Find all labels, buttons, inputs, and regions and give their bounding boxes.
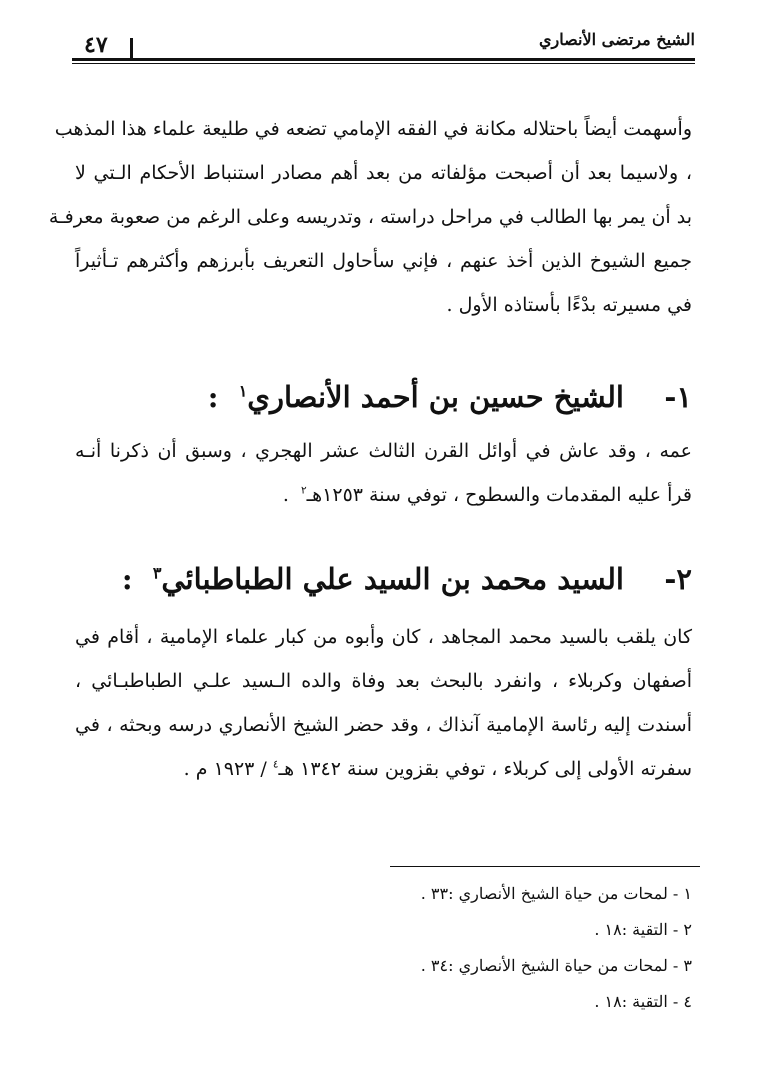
section-1-number: ١- <box>664 380 692 414</box>
section-2-line <box>75 758 692 780</box>
footnote-3: ٣ - لمحات من حياة الشيخ الأنصاري :٣٤ . <box>420 956 692 975</box>
section-1-line <box>75 484 692 506</box>
header-tick-mark <box>130 38 133 58</box>
header-rule-thin <box>72 63 695 64</box>
header-rule-thick <box>72 58 695 61</box>
intro-line: بد أن يمر بها الطالب في مراحل دراسته ، وتدريسه وعلى الرغم من صعوبة معرفـة <box>48 206 692 228</box>
section-2-title: السيد محمد بن السيد علي الطباطبائي <box>161 562 624 596</box>
section-1-line-note-ref: ٢ <box>300 484 307 497</box>
section-1-heading <box>208 380 692 414</box>
intro-line: في مسيرته بدْءًا بأستاذه الأول . <box>446 294 692 316</box>
section-1-note-ref: ١ <box>238 381 248 401</box>
section-2-line: كان يلقب بالسيد محمد المجاهد ، كان وأبوه من كبار علماء الإمامية ، أقام في <box>75 626 692 648</box>
section-2-line-note-ref: ٤ <box>272 758 279 771</box>
footnote-4: ٤ - التقية :١٨ . <box>594 992 692 1011</box>
section-2-line: أسندت إليه رئاسة الإمامية آنذاك ، وقد حضر الشيخ الأنصاري درسه وبحثه ، في <box>75 714 692 736</box>
section-1-title: الشيخ حسين بن أحمد الأنصاري <box>247 380 624 414</box>
section-2-line-end: / ١٩٢٣ م . <box>183 758 267 780</box>
section-2-line: أصفهان وكربلاء ، وانفرد بالبحث بعد وفاة والده الـسيد علـي الطباطبـائي ، <box>75 670 692 692</box>
section-1-colon: : <box>207 380 219 414</box>
section-1-line: عمه ، وقد عاش في أوائل القرن الثالث عشر الهجري ، وسبق أن ذكرنا أنـه <box>75 440 692 462</box>
section-2-number: ٢- <box>664 562 692 596</box>
intro-line: ، ولاسيما بعد أن أصبحت مؤلفاته من بعد أهم مصادر استنباط الأحكام الـتي لا <box>75 162 692 184</box>
intro-line: جميع الشيوخ الذين أخذ عنهم ، فإني سأحاول التعريف بأبرزهم وأكثرهم تـأثيراً <box>75 250 692 272</box>
running-header-title: الشيخ مرتضى الأنصاري <box>539 30 695 49</box>
footnote-2: ٢ - التقية :١٨ . <box>594 920 692 939</box>
footnote-separator <box>390 866 700 867</box>
section-2-note-ref: ٣ <box>152 563 162 583</box>
section-2-line-text: سفرته الأولى إلى كربلاء ، توفي بقزوين سنة ١٣٤٢ هـ <box>278 758 692 780</box>
section-2-heading <box>122 562 692 596</box>
intro-line: وأسهمت أيضاً باحتلاله مكانة في الفقه الإمامي تضعه في طليعة علماء هذا المذهب <box>54 118 692 140</box>
page-number: ٤٧ <box>84 32 108 58</box>
footnote-1: ١ - لمحات من حياة الشيخ الأنصاري :٣٣ . <box>420 884 692 903</box>
section-2-colon: : <box>121 562 133 596</box>
section-1-line-text: قرأ عليه المقدمات والسطوح ، توفي سنة ١٢٥٣هـ <box>306 484 692 506</box>
section-1-line-end: . <box>282 484 289 506</box>
